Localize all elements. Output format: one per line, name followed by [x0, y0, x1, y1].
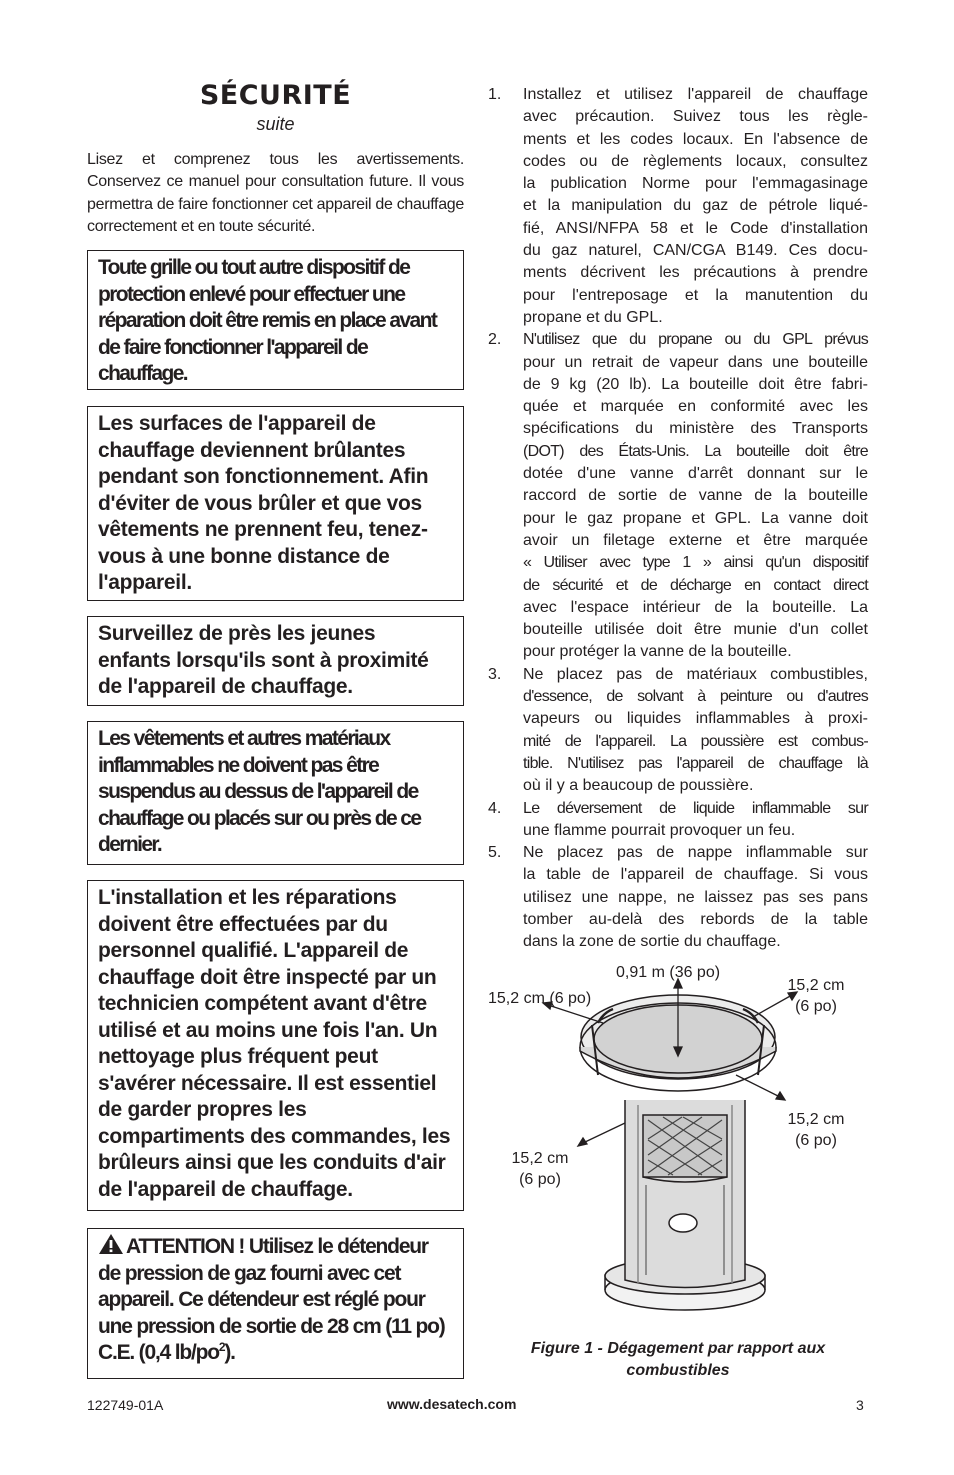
list-text [523, 329, 868, 663]
list-text-line: avec l'espace intérieur de la bouteille. La [523, 598, 868, 616]
list-text-line: pour protéger la vanne de la bouteille. [523, 643, 792, 661]
website-link[interactable]: www.desatech.com [387, 1396, 517, 1412]
list-item [488, 329, 868, 663]
label-line: 15,2 cm [511, 1150, 569, 1167]
list-text-line: mité de l'appareil. La poussière est combus- [523, 732, 868, 750]
list-text-line: pour un retrait de vapeur dans une bouteille [523, 353, 868, 371]
list-text-line: pour le gaz propane et GPL. La vanne doit [523, 509, 868, 527]
list-text-line: de 9 kg (20 lb). La bouteille doit être fabri- [523, 375, 868, 393]
warning-text: Surveillez de près les jeunes enfants lorsqu'ils sont à proximité de l'appareil de chauffage. [98, 622, 429, 698]
warning-text: Les surfaces de l'appareil de chauffage deviennent brûlantes pendant son fonctionnement. Afin d'éviter de vous brûler et que vos vêtements ne prennent feu, tenez-vous à une bonne distance de l'appareil. [98, 412, 429, 594]
warning-box-guards [87, 250, 464, 390]
dimension-label-top: 0,91 m (36 po) [616, 964, 721, 981]
list-text-line: (DOT) des États-Unis. La bouteille doit être [523, 442, 868, 460]
clearance-diagram [488, 955, 868, 1335]
dimension-label-right-mid [780, 1109, 852, 1151]
list-text-line: quée et marquée en conformité avec les [523, 398, 868, 416]
list-number: 5. [488, 844, 502, 862]
list-text-line: codes ou de règlements locaux, consultez [523, 152, 868, 170]
list-text-line: raccord de sortie de vanne de la bouteille [523, 487, 868, 505]
list-text-line: dans la zone de sortie du chauffage. [523, 933, 781, 951]
part-number: 122749-01A [87, 1397, 164, 1413]
list-text-line: la table de l'appareil de chauffage. Si vous [523, 866, 868, 884]
list-text-line: Le déversement de liquide inflammable sur [523, 799, 868, 817]
warning-box-children [87, 616, 464, 706]
list-text [523, 664, 868, 798]
list-number: 4. [488, 799, 502, 817]
warning-triangle-icon [98, 1233, 124, 1255]
list-text-line: d'essence, de solvant à peinture ou d'autres [523, 688, 868, 706]
caption-line: combustibles [626, 1362, 730, 1379]
list-text-line: utilisez une nappe, ne laissez pas ses pans [523, 888, 868, 906]
dimension-label-left-top: 15,2 cm (6 po) [488, 990, 592, 1007]
superscript: 2 [218, 1340, 225, 1354]
list-text-line: ments et les codes locaux. En l'absence de [523, 130, 868, 148]
dimension-label-left-bottom [504, 1148, 576, 1190]
list-text-line: bouteille utilisée doit être munie d'un collet [523, 621, 868, 639]
label-line: 15,2 cm [787, 1111, 845, 1128]
warning-box-regulator [87, 1228, 464, 1379]
list-text-line: ments décrivent les précautions à prendre [523, 264, 868, 282]
list-text-line: avoir un filetage externe et être marquée [523, 531, 868, 549]
dimension-label-right-top [780, 975, 852, 1017]
label-line: (6 po) [795, 1132, 837, 1149]
list-item [488, 842, 868, 953]
label-line: (6 po) [519, 1171, 561, 1188]
list-text-line: une flamme pourrait provoquer un feu. [523, 821, 796, 839]
list-text-line: Ne placez pas de nappe inflammable sur [523, 844, 868, 862]
page-subtitle: suite [256, 114, 295, 134]
list-text-line: spécifications du ministère des Transports [523, 420, 868, 438]
list-number: 3. [488, 665, 502, 683]
list-text-line: fié, ANSI/NFPA 58 et le Code d'installation [523, 219, 868, 237]
list-text-line: propane et du GPL. [523, 308, 663, 326]
warning-box-hot-surfaces [87, 406, 464, 601]
warning-text: Les vêtements et autres matériaux inflammables ne doivent pas être suspendus au dessus de l'appareil de chauffage ou placés sur ou près de ce dernier. [98, 727, 421, 856]
safety-numbered-list [488, 84, 868, 954]
list-text-line: de sécurité et de décharge en contact direct [523, 576, 868, 594]
caption-line: Figure 1 - Dégagement par rapport aux [530, 1340, 826, 1357]
list-text-line: « Utiliser avec type 1 » ainsi qu'un dispositif [523, 554, 868, 572]
list-text-line: la publication Norme pour l'emmagasinage [523, 175, 868, 193]
list-text-line: où il y a beaucoup de poussière. [523, 777, 754, 795]
figure-caption [488, 1338, 868, 1382]
list-item [488, 798, 868, 843]
warning-text [98, 1233, 453, 1367]
list-text-line: vapeurs ou liquides inflammables à proxi- [523, 710, 868, 728]
list-text-line: Ne placez pas de matériaux combustibles, [523, 665, 868, 683]
list-text-line: dotée d'une vanne d'arrêt donnant sur le [523, 465, 868, 483]
warning-text: Toute grille ou tout autre dispositif de protection enlevé pour effectuer une réparation doit être remis en place avant de faire fonctionner l'appareil de chauffage. [98, 256, 437, 385]
list-number: 1. [488, 86, 502, 103]
label-line: 15,2 cm [787, 977, 845, 994]
intro-paragraph: Lisez et comprenez tous les avertissements. Conservez ce manuel pour consultation future. Il vous permettra de faire fonctionner cet appareil de chauffage correctement et en toute sécurité. [87, 151, 464, 235]
warning-box-clothing [87, 721, 464, 865]
list-text-line: tomber au-delà des rebords de la table [523, 910, 868, 928]
list-text-line: du gaz naturel, CAN/CGA B149. Ces docu- [523, 242, 868, 260]
list-text-line: Installez et utilisez l'appareil de chauffage [523, 86, 868, 103]
warning-box-installation [87, 880, 464, 1211]
list-text-line: N'utilisez que du propane ou du GPL prévus [523, 331, 868, 349]
attention-word: ATTENTION ! [126, 1235, 245, 1258]
list-text [523, 84, 868, 329]
list-text-line: tible. N'utilisez pas l'appareil de chauffage là [523, 754, 868, 772]
label-line: (6 po) [795, 998, 837, 1015]
list-text [523, 798, 868, 843]
list-text [523, 842, 868, 953]
page-number: 3 [856, 1397, 864, 1413]
regulator-text-end: ). [224, 1341, 235, 1364]
list-text-line: avec précaution. Suivez tous les règle- [523, 108, 868, 126]
page-title: SÉCURITÉ [199, 80, 352, 111]
list-text-line: et la manipulation du gaz de pétrole liqué- [523, 197, 868, 215]
list-number: 2. [488, 331, 502, 349]
list-item [488, 664, 868, 798]
warning-text: L'installation et les réparations doivent être effectuées par du personnel qualifié. L'appareil de chauffage doit être inspecté par un technicien compétent avant d'être utilisé et au moins une fois l'an. Un nettoyage plus fréquent peut s'avérer nécessaire. Il est essentiel de garder propres les compartiments des commandes, les brûleurs ainsi que les conduits d'air de l'appareil de chauffage. [98, 886, 451, 1201]
regulator-text: Utilisez le détendeur de pression de gaz fourni avec cet appareil. Ce détendeur est réglé pour une pression de sortie de 28 cm (11 po) C.E. (0,4 lb/po [98, 1235, 445, 1364]
list-text-line: pour l'entreposage et la manutention du [523, 286, 868, 304]
list-item [488, 84, 868, 329]
